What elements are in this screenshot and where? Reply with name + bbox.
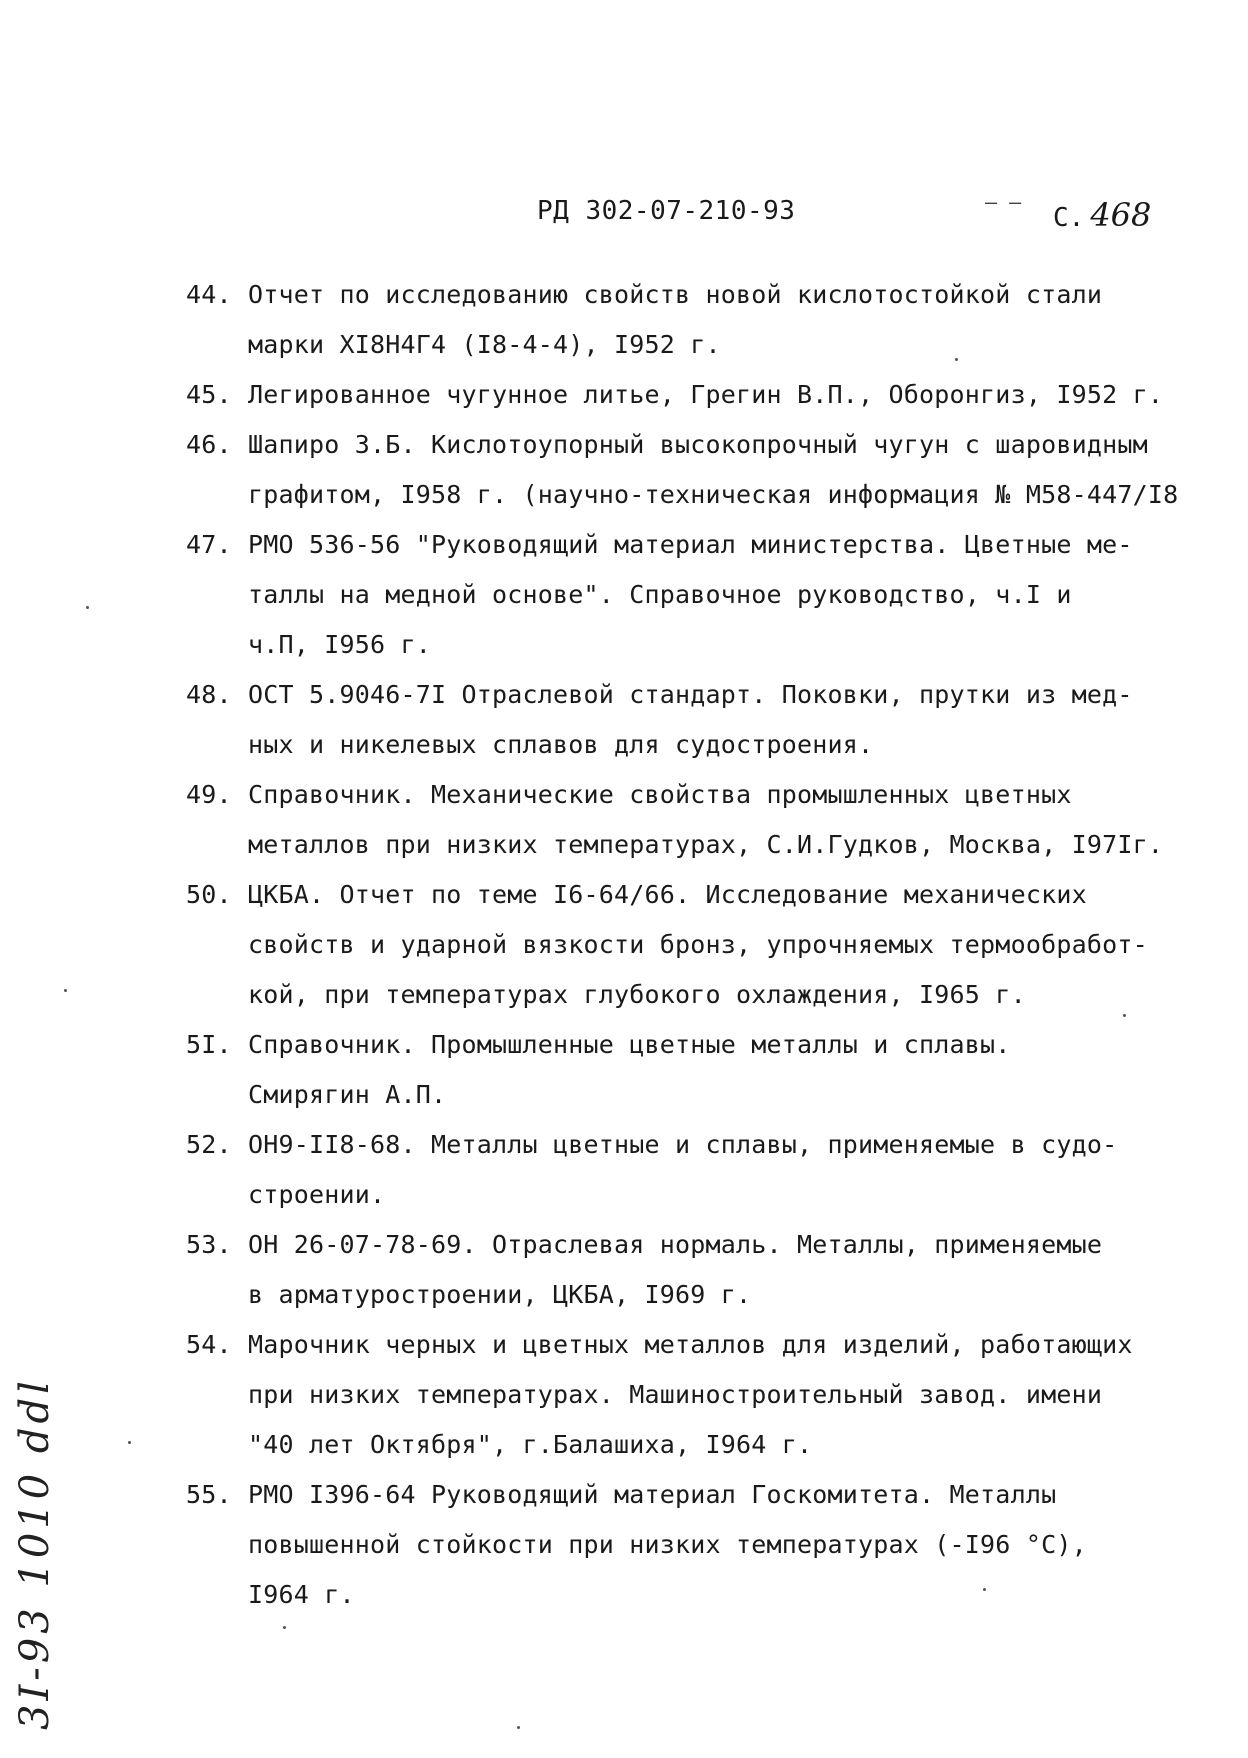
reference-number: 49. <box>186 780 232 809</box>
scan-speck <box>64 989 67 992</box>
reference-text: ЦКБА. Отчет по теме I6-64/66. Исследование механических свойств и ударной вязкости бронз, упрочняемых термообработ- кой, при температурах глубокого охлаждения, I965 г. <box>248 880 1148 1009</box>
scan-speck <box>517 1726 520 1729</box>
reference-number: 50. <box>186 880 232 909</box>
scan-speck <box>86 606 89 609</box>
reference-text: Легированное чугунное литье, Грегин В.П., Оборонгиз, I952 г. <box>248 380 1164 409</box>
reference-item <box>186 370 1196 420</box>
scan-speck <box>1123 1014 1126 1017</box>
reference-number: 5I. <box>186 1030 232 1059</box>
reference-text: РМО 536-56 "Руководящий материал министерства. Цветные ме- таллы на медной основе". Справочное руководство, ч.I и ч.П, I956 г. <box>248 530 1133 659</box>
reference-number: 55. <box>186 1480 232 1509</box>
reference-number: 47. <box>186 530 232 559</box>
reference-text: Отчет по исследованию свойств новой кислотостойкой стали марки ХI8Н4Г4 (I8-4-4), I952 г. <box>248 280 1103 359</box>
reference-item <box>186 420 1196 520</box>
scan-speck <box>283 1626 286 1629</box>
scan-speck <box>955 358 958 361</box>
page-number <box>1053 196 1151 234</box>
reference-number: 44. <box>186 280 232 309</box>
page-number-prefix: С. <box>1053 203 1085 233</box>
reference-item <box>186 1470 1196 1620</box>
dash-mark: – – <box>985 190 1022 214</box>
reference-text: РМО I396-64 Руководящий материал Госкомитета. Металлы повышенной стойкости при низких температурах (-I96 °С), I964 г. <box>248 1480 1087 1609</box>
reference-text: ОН9-II8-68. Металлы цветные и сплавы, применяемые в судо- строении. <box>248 1130 1118 1209</box>
reference-text: ОН 26-07-78-69. Отраслевая нормаль. Металлы, применяемые в арматуростроении, ЦКБА, I969 г. <box>248 1230 1103 1309</box>
reference-number: 46. <box>186 430 232 459</box>
reference-text: Справочник. Механические свойства промышленных цветных металлов при низких температурах, С.И.Гудков, Москва, I97Iг. <box>248 780 1164 859</box>
reference-text: Марочник черных и цветных металлов для изделий, работающих при низких температурах. Машиностроительный завод. имени "40 лет Октября", г.Балашиха, I964 г. <box>248 1330 1133 1459</box>
reference-item <box>186 520 1196 670</box>
reference-item <box>186 1220 1196 1320</box>
reference-number: 45. <box>186 380 232 409</box>
reference-item <box>186 1320 1196 1470</box>
reference-item <box>186 870 1196 1020</box>
reference-text: Справочник. Промышленные цветные металлы и сплавы. Смирягин А.П. <box>248 1030 1011 1109</box>
scan-speck <box>983 1588 986 1591</box>
reference-item <box>186 1120 1196 1220</box>
page-header <box>0 190 1248 236</box>
reference-item <box>186 270 1196 370</box>
reference-item <box>186 1020 1196 1120</box>
reference-text: ОСТ 5.9046-7I Отраслевой стандарт. Поковки, прутки из мед- ных и никелевых сплавов для судостроения. <box>248 680 1133 759</box>
reference-number: 52. <box>186 1130 232 1159</box>
reference-text: Шапиро З.Б. Кислотоупорный высокопрочный чугун с шаровидным графитом, I958 г. (научно-техническая информация № М58-447/I8 <box>248 430 1179 509</box>
reference-item <box>186 770 1196 870</box>
reference-list <box>186 270 1196 1620</box>
handwritten-margin-note: 3I-93 1010 ddl <box>12 1377 58 1730</box>
reference-number: 48. <box>186 680 232 709</box>
page-number-value: 468 <box>1090 196 1152 234</box>
document-code: РД 302-07-210-93 <box>537 196 796 226</box>
scan-speck <box>128 1441 131 1444</box>
reference-number: 53. <box>186 1230 232 1259</box>
reference-item <box>186 670 1196 770</box>
reference-number: 54. <box>186 1330 232 1359</box>
